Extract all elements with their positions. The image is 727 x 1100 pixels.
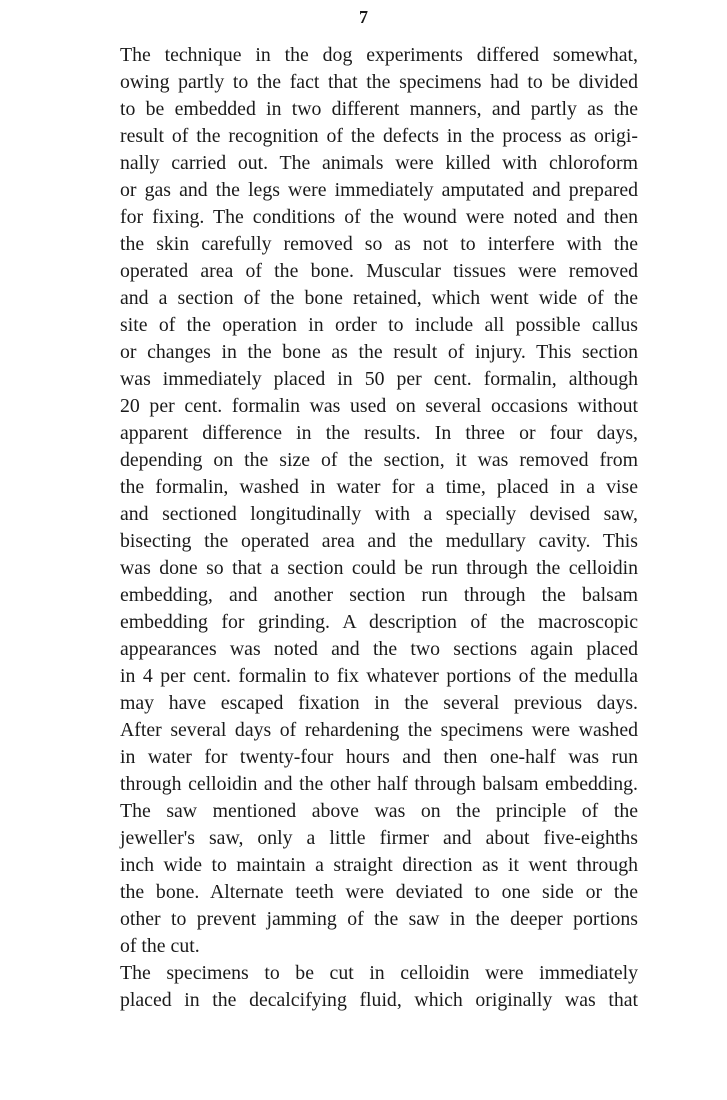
text-line: After several days of rehardening the specimens were washed bbox=[120, 719, 638, 741]
text-line: the bone. Alternate teeth were deviated to one side or the bbox=[120, 881, 638, 903]
text-line: result of the recognition of the defects in the process as origi- bbox=[120, 125, 638, 147]
text-line: appearances was noted and the two sections again placed bbox=[120, 638, 638, 660]
paragraph-2 bbox=[120, 798, 638, 960]
text-line: 20 per cent. formalin was used on several occasions without bbox=[120, 395, 638, 417]
text-line: placed in the decalcifying fluid, which originally was that bbox=[120, 989, 638, 1011]
text-line: bisecting the operated area and the medullary cavity. This bbox=[120, 530, 638, 552]
text-line: The saw mentioned above was on the principle of the bbox=[120, 800, 638, 822]
text-line: depending on the size of the section, it was removed from bbox=[120, 449, 638, 471]
text-line: The technique in the dog experiments differed somewhat, bbox=[120, 44, 638, 66]
text-line: The specimens to be cut in celloidin were immediately bbox=[120, 962, 638, 984]
text-line: or changes in the bone as the result of injury. This section bbox=[120, 341, 638, 363]
text-line: apparent difference in the results. In three or four days, bbox=[120, 422, 638, 444]
text-line: nally carried out. The animals were killed with chloroform bbox=[120, 152, 638, 174]
text-line: for fixing. The conditions of the wound were noted and then bbox=[120, 206, 638, 228]
page-number: 7 bbox=[359, 7, 368, 27]
text-line: and sectioned longitudinally with a specially devised saw, bbox=[120, 503, 638, 525]
paragraph-3 bbox=[120, 960, 638, 1014]
text-line: or gas and the legs were immediately amputated and prepared bbox=[120, 179, 638, 201]
text-line: in water for twenty-four hours and then one-half was run bbox=[120, 746, 638, 768]
text-line: and a section of the bone retained, which went wide of the bbox=[120, 287, 638, 309]
text-line: other to prevent jamming of the saw in the deeper portions bbox=[120, 908, 638, 930]
text-line: operated area of the bone. Muscular tissues were removed bbox=[120, 260, 638, 282]
text-line: of the cut. bbox=[120, 935, 200, 957]
text-line: in 4 per cent. formalin to fix whatever portions of the medulla bbox=[120, 665, 638, 687]
text-line: embedding for grinding. A description of the macroscopic bbox=[120, 611, 638, 633]
text-line: the skin carefully removed so as not to interfere with the bbox=[120, 233, 638, 255]
text-line: may have escaped fixation in the several previous days. bbox=[120, 692, 638, 714]
text-line: owing partly to the fact that the specimens had to be divided bbox=[120, 71, 638, 93]
text-line: site of the operation in order to include all possible callus bbox=[120, 314, 638, 336]
text-line: to be embedded in two different manners, and partly as the bbox=[120, 98, 638, 120]
text-line: was immediately placed in 50 per cent. formalin, although bbox=[120, 368, 638, 390]
text-line: embedding, and another section run through the balsam bbox=[120, 584, 638, 606]
text-line: was done so that a section could be run through the celloidin bbox=[120, 557, 638, 579]
text-line: the formalin, washed in water for a time, placed in a vise bbox=[120, 476, 638, 498]
paragraph-1 bbox=[120, 42, 638, 798]
text-line: inch wide to maintain a straight direction as it went through bbox=[120, 854, 638, 876]
text-line: through celloidin and the other half through balsam embedding. bbox=[120, 773, 638, 795]
body-text bbox=[120, 42, 638, 1014]
text-line: jeweller's saw, only a little firmer and about five-eighths bbox=[120, 827, 638, 849]
